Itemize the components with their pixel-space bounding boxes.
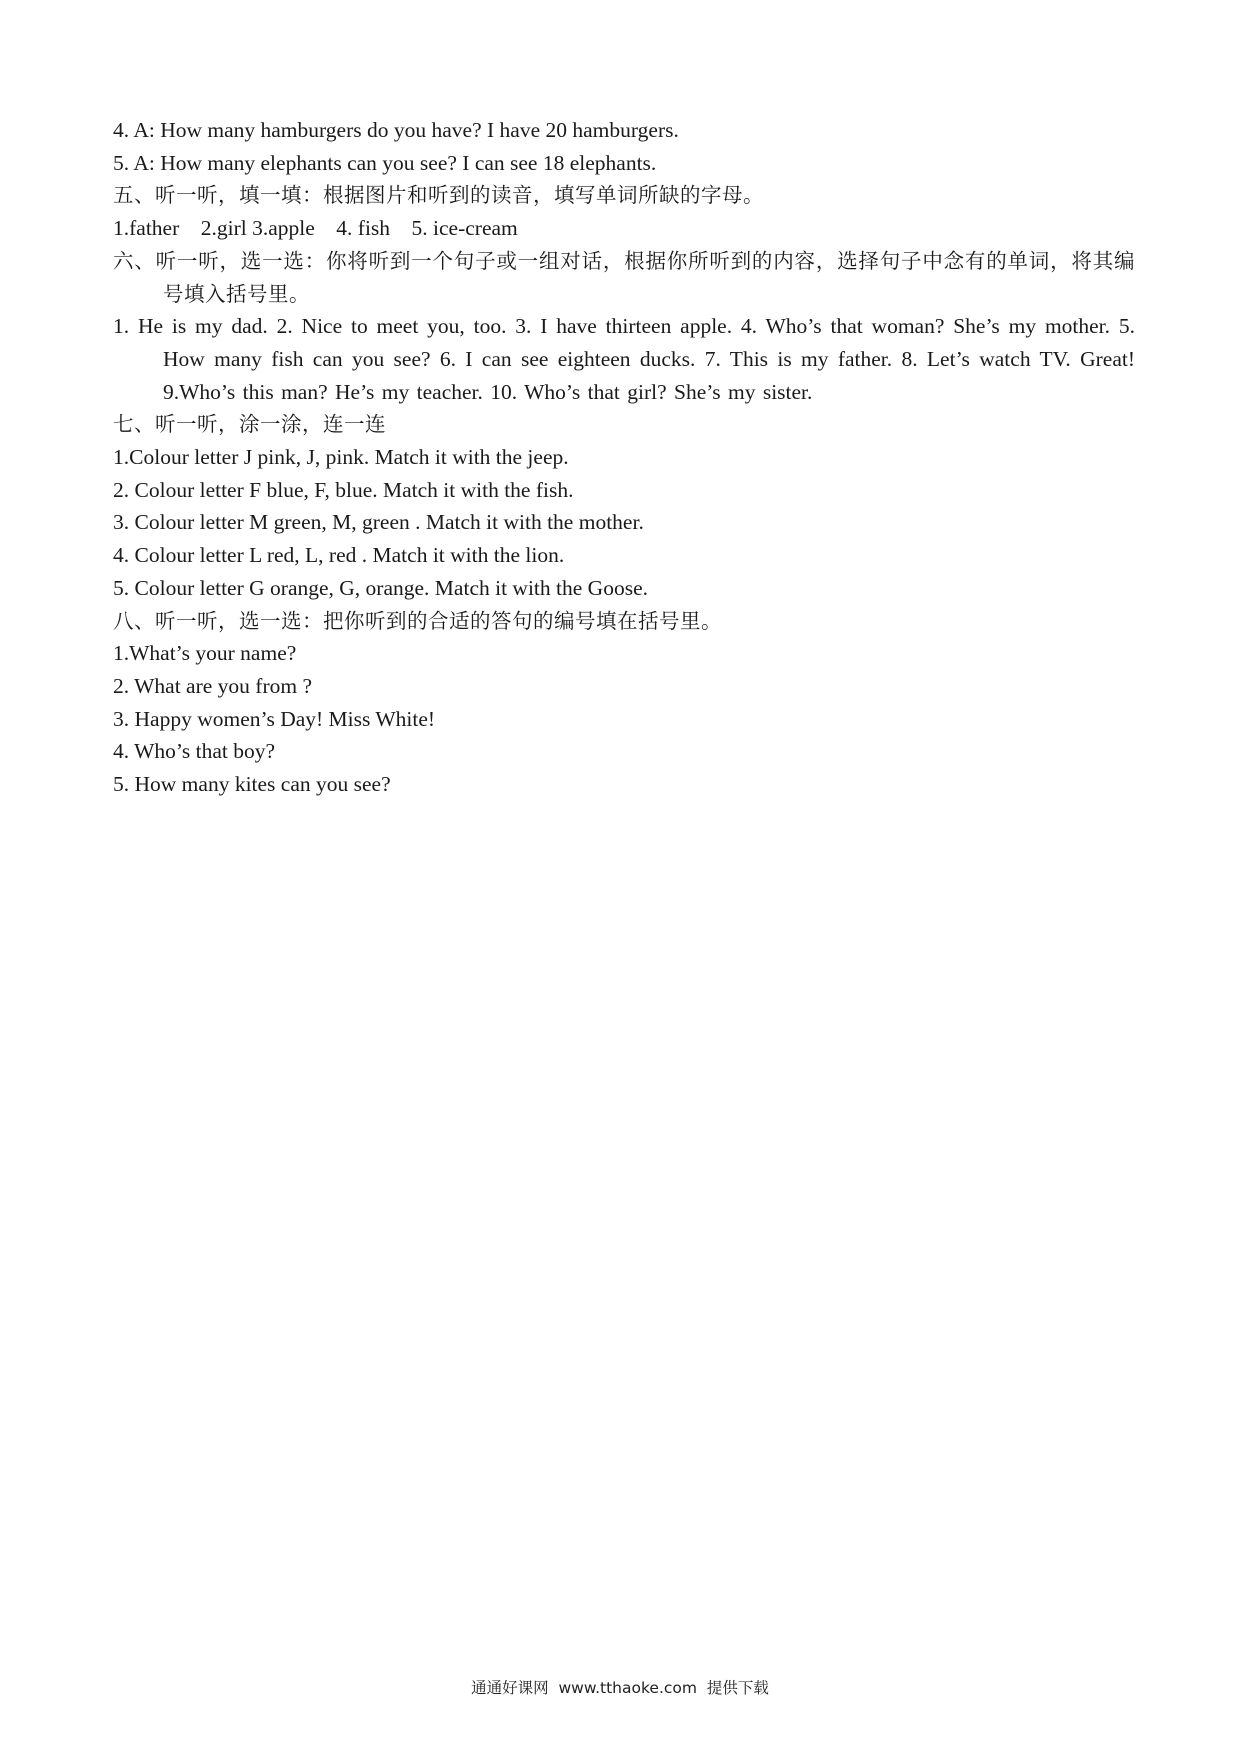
section-7-item-4: 4. Colour letter L red, L, red . Match it with the lion.	[113, 543, 565, 568]
section-7-item-3: 3. Colour letter M green, M, green . Match it with the mother.	[113, 510, 644, 535]
section-8-heading: 八、听一听，选一选：把你听到的合适的答句的编号填在括号里。	[113, 608, 722, 633]
section-7-heading: 七、听一听，涂一涂，连一连	[113, 412, 386, 437]
section-8-item-3: 3. Happy women’s Day! Miss White!	[113, 706, 436, 731]
section-7-item-2: 2. Colour letter F blue, F, blue. Match it with the fish.	[113, 477, 574, 502]
section-7-item-1: 1.Colour letter J pink, J, pink. Match it with the jeep.	[113, 445, 569, 470]
section-6-heading: 六、听一听，选一选：你将听到一个句子或一组对话，根据你所听到的内容，选择句子中念有的单词，将其编号填入括号里。	[113, 248, 1135, 306]
section-5-heading: 五、听一听，填一填：根据图片和听到的读音，填写单词所缺的字母。	[113, 183, 764, 208]
section-8-item-4: 4. Who’s that boy?	[113, 739, 276, 764]
section-8-item-1: 1.What’s your name?	[113, 641, 297, 666]
section-8-item-5: 5. How many kites can you see?	[113, 772, 391, 797]
dialogue-line-4: 4. A: How many hamburgers do you have? I have 20 hamburgers.	[113, 118, 679, 142]
document-body	[113, 114, 1135, 801]
page-footer: 通通好课网 www.tthaoke.com 提供下载	[471, 1679, 769, 1697]
section-6-body: 1. He is my dad. 2. Nice to meet you, too. 3. I have thirteen apple. 4. Who’s that woman? She’s my mother. 5. How many fish can you see? 6. I can see eighteen ducks. 7. This is my father. 8. Let’s watch TV. Great! 9.Who’s this man? He’s my teacher. 10. Who’s that girl? She’s my sister.	[113, 314, 1135, 404]
section-5-answers: 1.father 2.girl 3.apple 4. fish 5. ice-cream	[113, 216, 518, 241]
section-8-item-2: 2. What are you from ?	[113, 673, 313, 698]
section-7-item-5: 5. Colour letter G orange, G, orange. Match it with the Goose.	[113, 575, 648, 600]
dialogue-line-5: 5. A: How many elephants can you see? I can see 18 elephants.	[113, 150, 657, 175]
